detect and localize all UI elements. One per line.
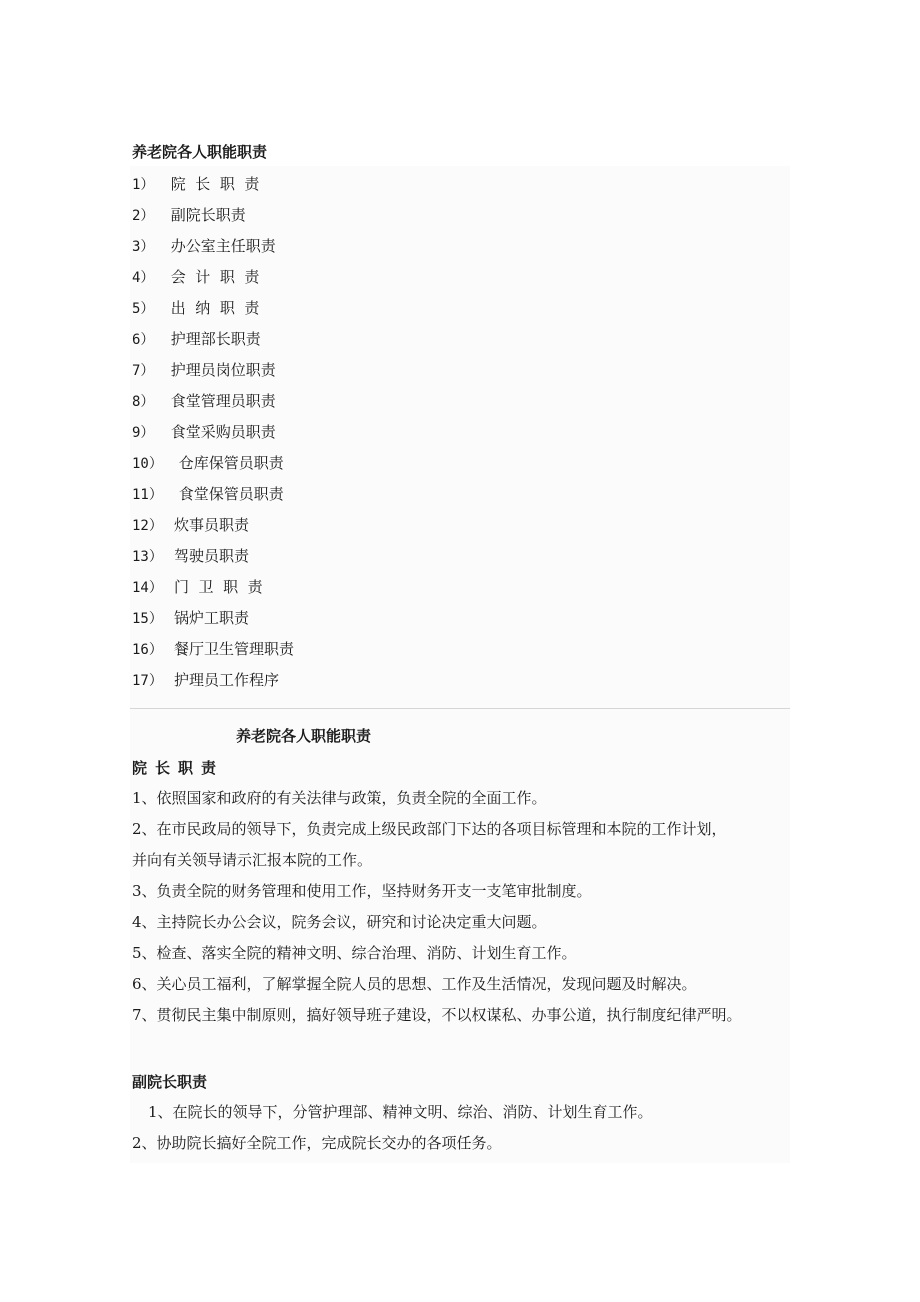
document-title: 养老院各人职能职责 (236, 727, 372, 745)
toc-item-label: 仓库保管员职责 (174, 454, 284, 472)
toc-item-number: 10） (132, 456, 163, 472)
paragraph: 6、关心员工福利，了解掌握全院人员的思想、工作及生活情况，发现问题及时解决。 (132, 975, 697, 993)
paragraph: 1、在院长的领导下，分管护理部、精神文明、综治、消防、计划生育工作。 (148, 1103, 653, 1121)
toc-item-number: 7） (132, 363, 155, 379)
toc-item (130, 665, 790, 696)
toc-item (130, 603, 790, 634)
toc-item-number: 6） (132, 332, 155, 348)
toc-list (130, 166, 790, 709)
toc-item (130, 479, 790, 510)
toc-item (130, 324, 790, 355)
toc-item (130, 231, 790, 262)
toc-item-number: 2） (132, 208, 155, 224)
paragraph: 4、主持院长办公会议，院务会议，研究和讨论决定重大问题。 (132, 913, 547, 931)
section-heading-director: 院长职责 (132, 759, 225, 777)
toc-item-label: 食堂保管员职责 (174, 485, 284, 503)
toc-item (130, 169, 790, 200)
toc-item-label: 炊事员职责 (174, 516, 250, 534)
toc-item-number: 1） (132, 177, 155, 193)
toc-item (130, 448, 790, 479)
toc-item (130, 355, 790, 386)
toc-item-number: 9） (132, 425, 155, 441)
toc-item-label: 锅炉工职责 (174, 609, 250, 627)
toc-item-label: 会 计 职 责 (166, 268, 260, 286)
paragraph: 5、检查、落实全院的精神文明、综合治理、消防、计划生育工作。 (132, 944, 577, 962)
paragraph: 1、依照国家和政府的有关法律与政策，负责全院的全面工作。 (132, 789, 547, 807)
toc-item (130, 634, 790, 665)
toc-item (130, 510, 790, 541)
toc-item-number: 11） (132, 487, 163, 503)
document-page (130, 138, 790, 1163)
toc-item-label: 门 卫 职 责 (174, 578, 263, 596)
toc-item-label: 副院长职责 (166, 206, 246, 224)
toc-item-number: 12） (132, 518, 163, 534)
toc-item-number: 3） (132, 239, 155, 255)
toc-item-number: 13） (132, 549, 163, 565)
toc-item-label: 护理部长职责 (166, 330, 261, 348)
toc-item-label: 餐厅卫生管理职责 (174, 640, 295, 658)
toc-item-number: 5） (132, 301, 155, 317)
toc-item (130, 262, 790, 293)
paragraph: 2、协助院长搞好全院工作，完成院长交办的各项任务。 (132, 1134, 502, 1152)
toc-item (130, 541, 790, 572)
toc-item-label: 出 纳 职 责 (166, 299, 260, 317)
toc-item (130, 417, 790, 448)
paragraph: 并向有关领导请示汇报本院的工作。 (132, 851, 373, 869)
toc-item-label: 食堂管理员职责 (166, 392, 276, 410)
toc-title: 养老院各人职能职责 (132, 143, 268, 161)
paragraph: 2、在市民政局的领导下，负责完成上级民政部门下达的各项目标管理和本院的工作计划， (132, 820, 727, 838)
toc-item-label: 驾驶员职责 (174, 547, 250, 565)
toc-item (130, 200, 790, 231)
document-body (130, 709, 790, 1163)
toc-item-label: 护理员岗位职责 (166, 361, 276, 379)
toc-item (130, 572, 790, 603)
toc-item-label: 食堂采购员职责 (166, 423, 276, 441)
toc-item-label: 办公室主任职责 (166, 237, 276, 255)
section-spacer (130, 1031, 790, 1067)
toc-item (130, 386, 790, 417)
toc-item-label: 院 长 职 责 (166, 175, 260, 193)
section-heading-deputy-director: 副院长职责 (132, 1073, 208, 1091)
paragraph: 3、负责全院的财务管理和使用工作，坚持财务开支一支笔审批制度。 (132, 882, 592, 900)
toc-item (130, 293, 790, 324)
paragraph: 7、贯彻民主集中制原则，搞好领导班子建设，不以权谋私、办事公道，执行制度纪律严明。 (132, 1006, 742, 1024)
toc-item-number: 4） (132, 270, 155, 286)
toc-item-number: 14） (132, 580, 163, 596)
toc-item-number: 16） (132, 642, 163, 658)
toc-item-number: 8） (132, 394, 155, 410)
toc-item-label: 护理员工作程序 (174, 671, 280, 689)
toc-item-number: 15） (132, 611, 163, 627)
toc-item-number: 17） (132, 673, 163, 689)
